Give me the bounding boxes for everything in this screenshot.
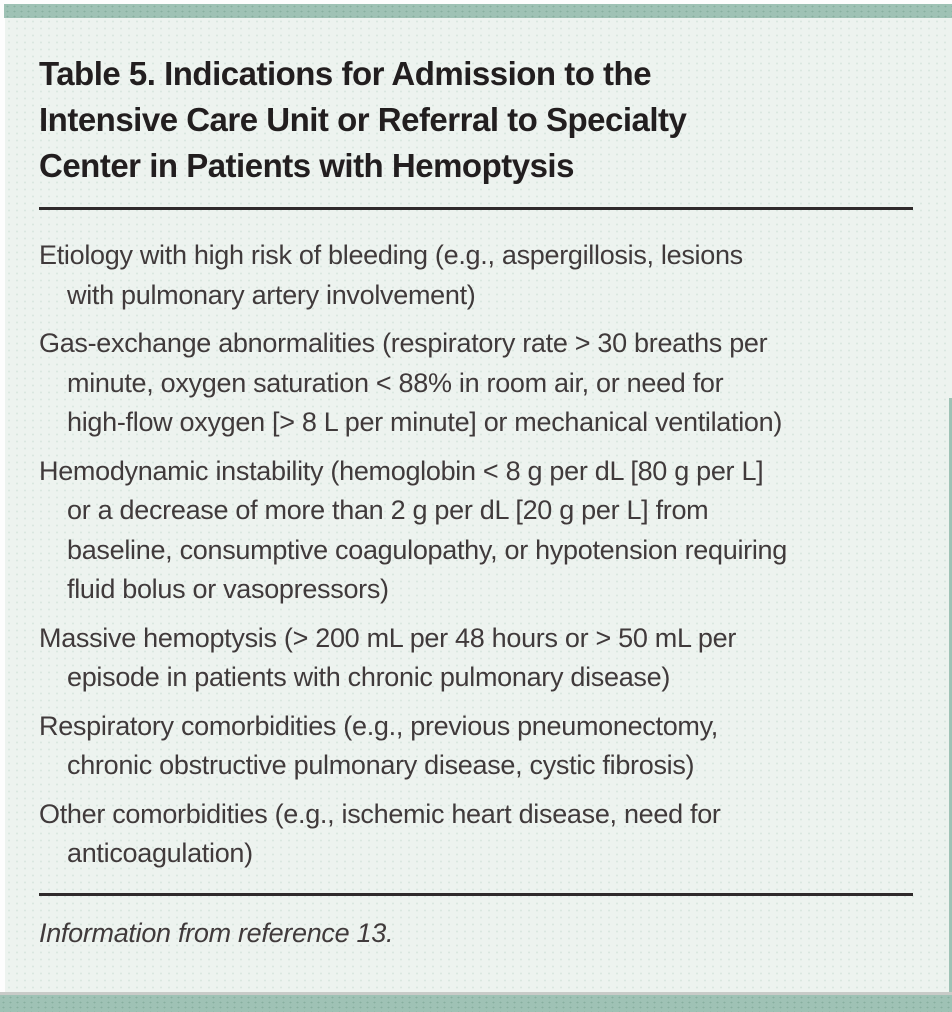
- bottom-accent-bar: [0, 992, 952, 1012]
- source-footnote: Information from reference 13.: [39, 917, 394, 948]
- indication-line: with pulmonary artery involvement): [67, 279, 476, 310]
- indication-item: [39, 324, 932, 443]
- indication-line: baseline, consumptive coagulopathy, or hypotension requiring: [67, 534, 787, 565]
- indication-line: minute, oxygen saturation < 88% in room air, or need for: [67, 367, 724, 398]
- indication-line: episode in patients with chronic pulmonary disease): [67, 662, 671, 692]
- indication-list: [39, 236, 932, 874]
- indication-line: Hemodynamic instability (hemoglobin < 8 g per dL [80 g per L]: [39, 455, 764, 486]
- table-title: [39, 51, 932, 189]
- indication-item: [39, 236, 932, 315]
- indication-line: fluid bolus or vasopressors): [67, 574, 389, 604]
- table-content: [5, 51, 952, 949]
- title-divider-rule: [39, 207, 913, 210]
- indication-item: [39, 795, 932, 874]
- indication-line: anticoagulation): [67, 838, 253, 868]
- title-line: Table 5. Indications for Admission to the: [39, 55, 652, 92]
- title-line: Intensive Care Unit or Referral to Specialty: [39, 101, 687, 138]
- indication-line: chronic obstructive pulmonary disease, cystic fibrosis): [67, 750, 695, 780]
- indication-line: high-flow oxygen [> 8 L per minute] or mechanical ventilation): [67, 407, 783, 437]
- indication-line: Etiology with high risk of bleeding (e.g., aspergillosis, lesions: [39, 240, 743, 270]
- indication-line: Other comorbidities (e.g., ischemic heart disease, need for: [39, 798, 721, 829]
- indication-item: [39, 619, 932, 698]
- indication-line: Gas-exchange abnormalities (respiratory rate > 30 breaths per: [39, 328, 768, 358]
- footnote-divider-rule: [39, 893, 913, 896]
- indication-line: Massive hemoptysis (> 200 mL per 48 hours or > 50 mL per: [39, 622, 737, 653]
- top-accent-bar: [4, 4, 952, 18]
- table-panel: [5, 18, 952, 995]
- indication-line: or a decrease of more than 2 g per dL [20 g per L] from: [67, 495, 709, 525]
- indication-item: [39, 707, 932, 786]
- indication-item: [39, 452, 932, 610]
- title-line: Center in Patients with Hemoptysis: [39, 147, 574, 184]
- indication-line: Respiratory comorbidities (e.g., previous pneumonectomy,: [39, 710, 719, 741]
